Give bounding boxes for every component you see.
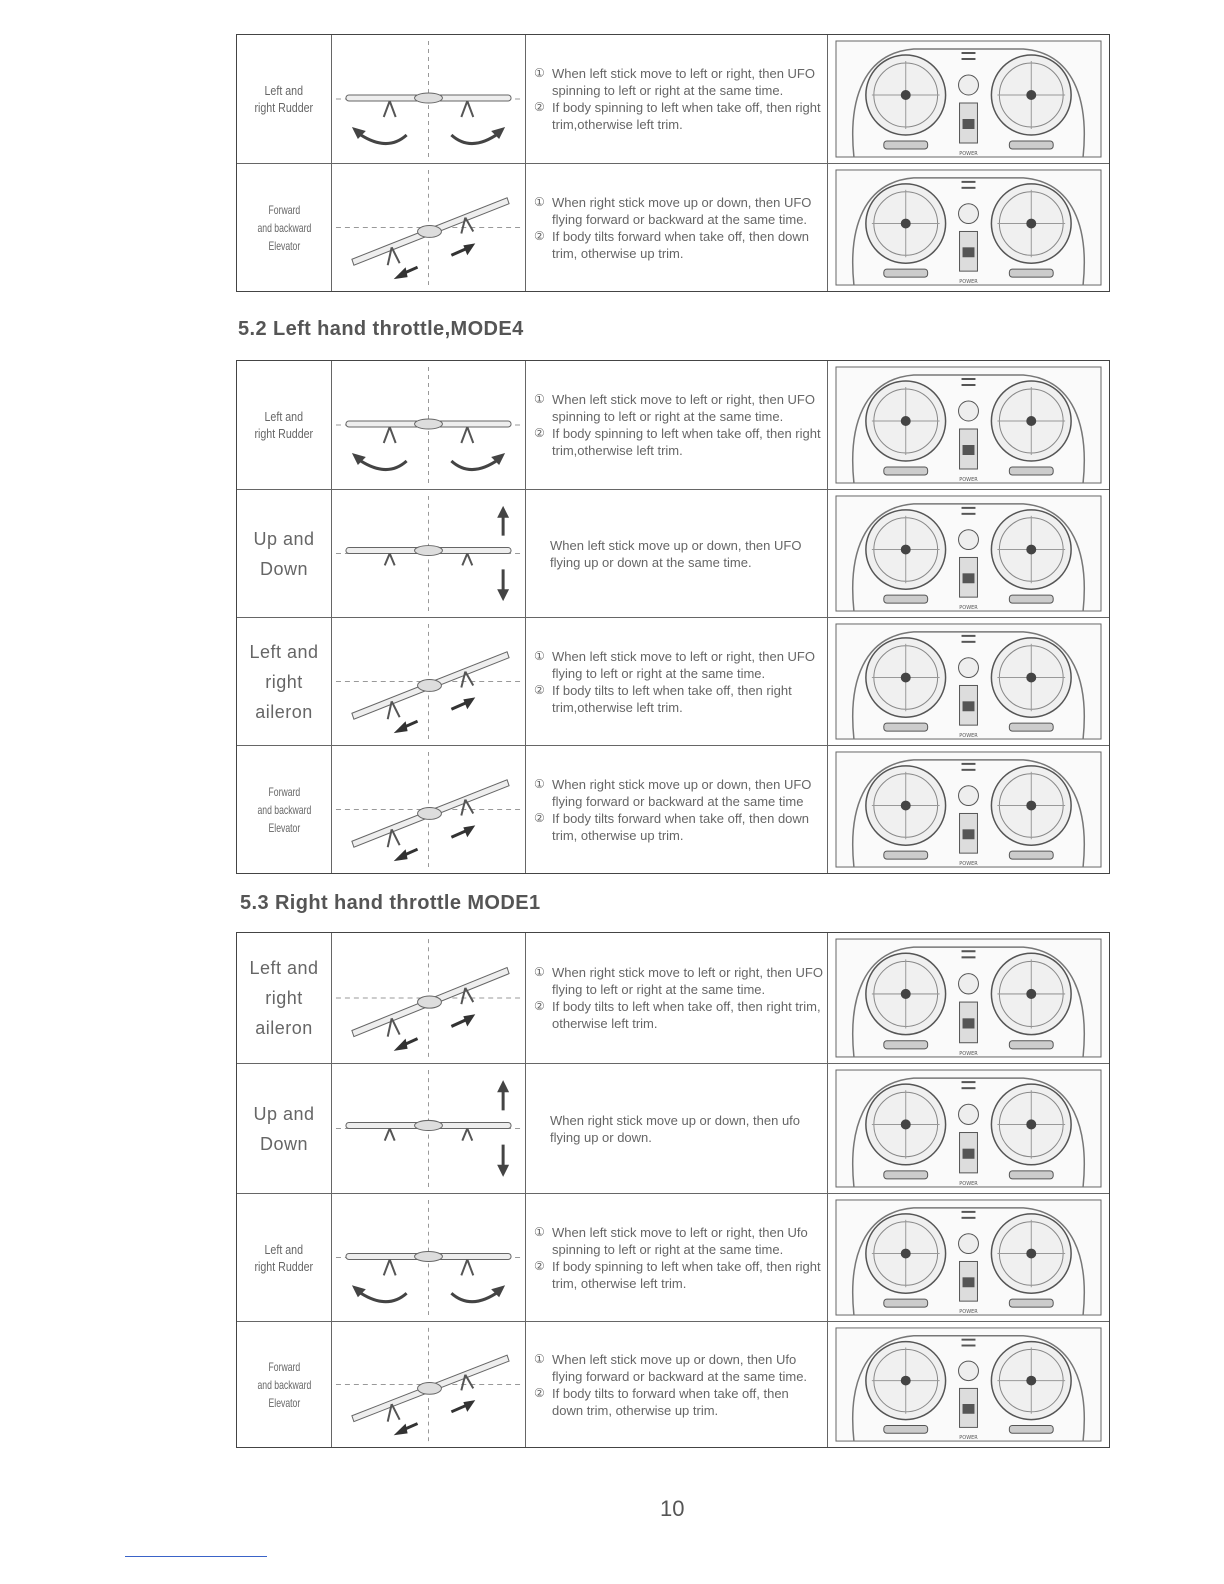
svg-text:POWER: POWER	[959, 476, 978, 484]
instruction-cell	[526, 746, 828, 873]
instruction-text: If body spinning to left when take off, then right trim,otherwise left trim.	[552, 100, 821, 132]
instruction-text: When right stick move to left or right, then UFO flying to left or right at the same time.	[552, 965, 823, 997]
control-label: Up and Down	[237, 1064, 332, 1193]
footer-rule	[125, 1556, 267, 1557]
instruction-cell	[526, 361, 828, 489]
svg-text:POWER: POWER	[959, 1309, 978, 1316]
remote-diagram	[828, 746, 1109, 873]
ufo-diagram-updown	[332, 1064, 526, 1193]
table-row	[237, 745, 1109, 873]
table-row	[237, 361, 1109, 489]
control-label: Forward and backward Elevator	[237, 746, 332, 873]
step-marker-1: ①	[534, 1351, 545, 1366]
step-marker-1: ①	[534, 776, 545, 791]
ufo-diagram-updown	[332, 490, 526, 617]
control-table-mode-top	[236, 34, 1110, 292]
instruction-text: If body tilts to left when take off, then right trim,otherwise left trim.	[552, 682, 792, 715]
step-marker-1: ①	[534, 392, 545, 406]
instruction-cell	[526, 1064, 828, 1193]
step-marker-1: ①	[534, 194, 545, 209]
instruction-cell	[526, 1322, 828, 1447]
section-heading-mode1: 5.3 Right hand throttle MODE1	[240, 892, 541, 914]
remote-diagram	[828, 1194, 1109, 1321]
instruction-cell	[526, 618, 828, 745]
instruction-text: When left stick move to left or right, then UFO flying to left or right at the same time.	[552, 648, 815, 681]
ufo-diagram-rudder	[332, 361, 526, 489]
instruction-text: When right stick move up or down, then UFO flying forward or backward at the same time	[552, 776, 812, 809]
table-row	[237, 1193, 1109, 1321]
step-marker-2: ②	[534, 228, 545, 243]
instruction-text: If body tilts to left when take off, then right trim, otherwise left trim.	[552, 999, 821, 1031]
instruction-text: If body spinning to left when take off, then right trim, otherwise left trim.	[552, 1258, 821, 1291]
instruction-text: When left stick move up or down, then UFO flying up or down at the same time.	[550, 537, 802, 570]
instruction-text: When left stick move to left or right, then UFO spinning to left or right at the same time.	[552, 392, 815, 424]
svg-text:POWER: POWER	[959, 861, 978, 868]
remote-diagram	[828, 35, 1109, 163]
instruction-text: When right stick move up or down, then ufo flying up or down.	[550, 1112, 801, 1145]
svg-text:POWER: POWER	[959, 1180, 978, 1187]
control-label: Left and right Rudder	[237, 1194, 332, 1321]
ufo-diagram-rudder	[332, 1194, 526, 1321]
remote-diagram	[828, 1064, 1109, 1193]
step-marker-1: ①	[534, 66, 545, 80]
instruction-text: When left stick move to left or right, then UFO spinning to left or right at the same time.	[552, 66, 815, 98]
ufo-diagram-tilt	[332, 618, 526, 745]
control-label: Left and right Rudder	[237, 361, 332, 489]
table-row	[237, 35, 1109, 163]
instruction-text: When right stick move up or down, then UFO flying forward or backward at the same time.	[552, 194, 812, 227]
section-heading-mode4: 5.2 Left hand throttle,MODE4	[238, 318, 524, 340]
step-marker-1: ①	[534, 965, 545, 979]
ufo-diagram-rudder	[332, 35, 526, 163]
step-marker-2: ②	[534, 1258, 545, 1273]
instruction-cell	[526, 1194, 828, 1321]
svg-text:POWER: POWER	[959, 279, 978, 286]
instruction-text: If body tilts forward when take off, then down trim, otherwise up trim.	[552, 228, 810, 261]
svg-text:POWER: POWER	[959, 733, 978, 740]
step-marker-1: ①	[534, 1224, 545, 1239]
step-marker-2: ②	[534, 100, 545, 114]
remote-diagram	[828, 164, 1109, 291]
svg-text:POWER: POWER	[959, 1435, 978, 1442]
page-number: 10	[660, 1496, 685, 1521]
control-table-mode1	[236, 932, 1110, 1448]
control-label: Forward and backward Elevator	[237, 1322, 332, 1447]
control-label: Up and Down	[237, 490, 332, 617]
step-marker-2: ②	[534, 426, 545, 440]
table-row	[237, 1063, 1109, 1193]
control-label: Left and right aileron	[237, 933, 332, 1063]
instruction-text: When left stick move up or down, then Ufo flying forward or backward at the same time.	[552, 1351, 808, 1384]
instruction-cell	[526, 164, 828, 291]
step-marker-2: ②	[534, 999, 545, 1013]
control-label: Left and right aileron	[237, 618, 332, 745]
control-label: Left and right Rudder	[237, 35, 332, 163]
step-marker-2: ②	[534, 810, 545, 825]
remote-diagram	[828, 361, 1109, 489]
ufo-diagram-tilt	[332, 933, 526, 1063]
step-marker-2: ②	[534, 682, 545, 697]
svg-text:POWER: POWER	[959, 1050, 978, 1057]
instruction-cell	[526, 35, 828, 163]
step-marker-2: ②	[534, 1385, 545, 1400]
step-marker-1: ①	[534, 648, 545, 663]
instruction-cell	[526, 933, 828, 1063]
table-row	[237, 163, 1109, 291]
instruction-text: If body tilts to forward when take off, then down trim, otherwise up trim.	[552, 1385, 789, 1418]
remote-diagram	[828, 490, 1109, 617]
table-row	[237, 1321, 1109, 1447]
ufo-diagram-tilt	[332, 164, 526, 291]
table-row	[237, 617, 1109, 745]
table-row	[237, 933, 1109, 1063]
instruction-text: If body spinning to left when take off, then right trim,otherwise left trim.	[552, 426, 821, 458]
instruction-text: If body tilts forward when take off, then down trim, otherwise up trim.	[552, 810, 810, 843]
instruction-cell	[526, 490, 828, 617]
svg-text:POWER: POWER	[959, 150, 978, 158]
remote-diagram	[828, 618, 1109, 745]
table-row	[237, 489, 1109, 617]
instruction-text: When left stick move to left or right, then Ufo spinning to left or right at the same time.	[552, 1224, 808, 1257]
control-table-mode4	[236, 360, 1110, 874]
svg-text:POWER: POWER	[959, 605, 978, 612]
remote-diagram	[828, 933, 1109, 1063]
remote-diagram	[828, 1322, 1109, 1447]
control-label: Forward and backward Elevator	[237, 164, 332, 291]
ufo-diagram-tilt	[332, 746, 526, 873]
ufo-diagram-tilt	[332, 1322, 526, 1447]
